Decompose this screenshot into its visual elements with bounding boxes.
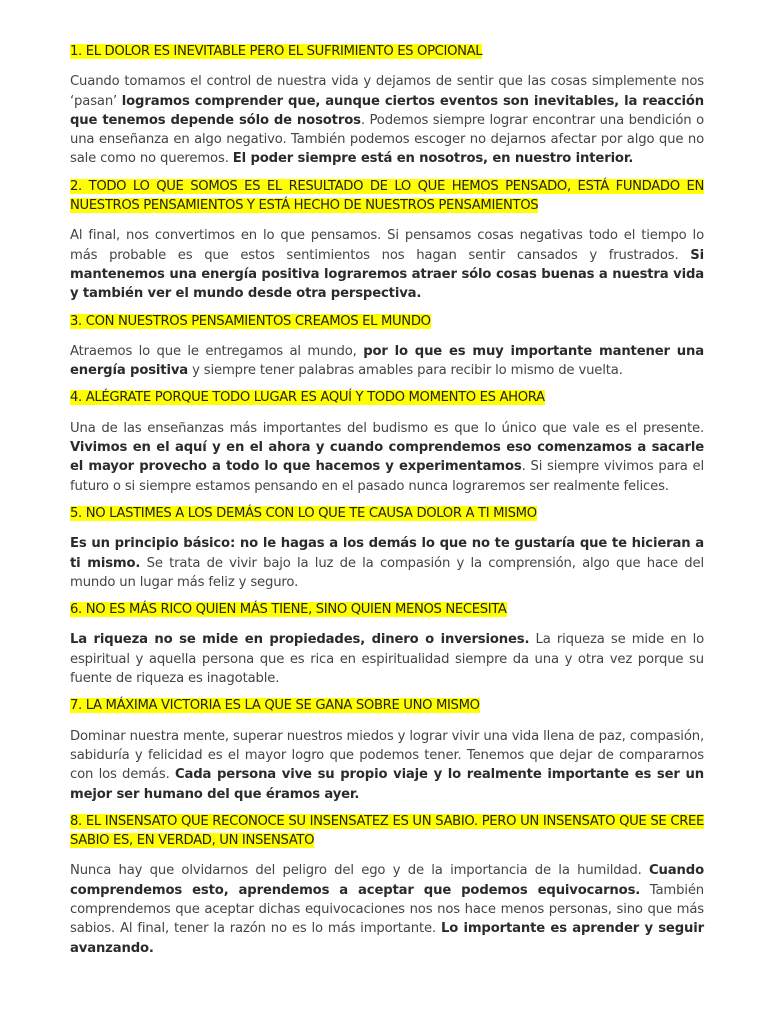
paragraph-text: Atraemos lo que le entregamos al mundo, — [70, 343, 364, 359]
paragraph-text: Al final, nos convertimos en lo que pensamos. Si pensamos cosas negativas todo el tiempo lo más probable es que estos sentimientos nos hagan sentir cansados y frustrados. — [70, 228, 704, 263]
section-paragraph — [70, 342, 704, 381]
section-heading — [70, 312, 704, 331]
section-paragraph — [70, 226, 704, 303]
paragraph-bold-text: La riqueza no se mide en propiedades, dinero o inversiones. — [70, 632, 530, 648]
section-paragraph — [70, 72, 704, 168]
paragraph-text: . Podemos siempre lograr encontrar una bendición o una enseñanza en algo negativo. También podemos escoger no dejarnos afectar por algo que no sale como no queremos. — [70, 112, 704, 167]
section-4 — [70, 388, 704, 495]
paragraph-bold-text: logramos comprender que, aunque ciertos eventos son inevitables, la reacción que tenemos depende sólo de nosotros — [70, 93, 704, 128]
paragraph-bold-text: Lo importante es aprender y seguir avanzando. — [70, 921, 704, 956]
section-paragraph — [70, 727, 704, 804]
paragraph-text: Dominar nuestra mente, superar nuestros miedos y lograr vivir una vida llena de paz, compasión, sabiduría y felicidad es el mayor logro que podemos tener. Tenemos que dejar de compararnos con los demás. — [70, 728, 704, 783]
section-heading — [70, 42, 704, 61]
heading-highlight: 6. NO ES MÁS RICO QUIEN MÁS TIENE, SINO QUIEN MENOS NECESITA — [70, 602, 507, 618]
heading-highlight: 5. NO LASTIMES A LOS DEMÁS CON LO QUE TE CAUSA DOLOR A TI MISMO — [70, 505, 537, 521]
heading-highlight: 7. LA MÁXIMA VICTORIA ES LA QUE SE GANA SOBRE UNO MISMO — [70, 698, 480, 714]
paragraph-text: La riqueza se mide en lo espiritual y aquella persona que es rica en espiritualidad siempre da una y otra vez porque su fuente de riqueza es inagotable. — [70, 632, 705, 687]
heading-highlight: 2. TODO LO QUE SOMOS ES EL RESULTADO DE LO QUE HEMOS PENSADO, ESTÁ FUNDADO EN NUESTROS PENSAMIENTOS Y ESTÁ HECHO DE NUESTROS PENSAMIENTOS — [70, 178, 704, 214]
paragraph-bold-text: Cada persona vive su propio viaje y lo realmente importante es ser un mejor ser humano del que éramos ayer. — [70, 767, 704, 802]
heading-highlight: 3. CON NUESTROS PENSAMIENTOS CREAMOS EL MUNDO — [70, 313, 431, 329]
paragraph-text: Se trata de vivir bajo la luz de la compasión y la comprensión, algo que hace del mundo un lugar más feliz y seguro. — [70, 555, 704, 590]
paragraph-text: También comprendemos que aceptar dichas equivocaciones nos nos hace menos personas, sino que más sabios. Al final, tener la razón no es lo más importante. — [70, 882, 705, 937]
paragraph-text: Una de las enseñanzas más importantes del budismo es que lo único que vale es el presente. — [70, 420, 704, 436]
section-3 — [70, 312, 704, 381]
paragraph-bold-text: Cuando comprendemos esto, aprendemos a aceptar que podemos equivocarnos. — [70, 863, 704, 898]
section-heading — [70, 177, 704, 216]
section-7 — [70, 696, 704, 803]
section-paragraph — [70, 419, 704, 496]
section-heading — [70, 696, 704, 715]
paragraph-text: y siempre tener palabras amables para recibir lo mismo de vuelta. — [188, 363, 623, 379]
section-paragraph — [70, 534, 704, 592]
section-heading — [70, 600, 704, 619]
section-2 — [70, 177, 704, 304]
paragraph-bold-text: por lo que es muy importante mantener una energía positiva — [70, 343, 704, 379]
section-8 — [70, 812, 704, 958]
section-1 — [70, 42, 704, 169]
paragraph-bold-text: El poder siempre está en nosotros, en nuestro interior. — [232, 151, 634, 167]
paragraph-bold-text: Es un principio básico: no le hagas a los demás lo que no te gustaría que te hicieran a ti mismo. — [70, 536, 704, 571]
paragraph-text: Cuando tomamos el control de nuestra vida y dejamos de sentir que las cosas simplemente nos ‘pasan’ — [70, 74, 704, 109]
section-heading — [70, 504, 704, 523]
section-heading — [70, 812, 704, 851]
heading-highlight: 1. EL DOLOR ES INEVITABLE PERO EL SUFRIMIENTO ES OPCIONAL — [70, 44, 483, 59]
section-paragraph — [70, 861, 704, 957]
paragraph-text: Nunca hay que olvidarnos del peligro del ego y de la importancia de la humildad. — [70, 863, 650, 879]
paragraph-bold-text: Vivimos en el aquí y en el ahora y cuando comprendemos eso comenzamos a sacarle el mayor provecho a todo lo que hacemos y experimentamos — [70, 440, 704, 475]
section-6 — [70, 600, 704, 688]
section-paragraph — [70, 630, 704, 688]
heading-highlight: 4. ALÉGRATE PORQUE TODO LUGAR ES AQUÍ Y TODO MOMENTO ES AHORA — [70, 390, 545, 406]
paragraph-bold-text: Si mantenemos una energía positiva lograremos atraer sólo cosas buenas a nuestra vida y también ver el mundo desde otra perspectiva. — [70, 247, 704, 302]
section-5 — [70, 504, 704, 592]
heading-highlight: 8. EL INSENSATO QUE RECONOCE SU INSENSATEZ ES UN SABIO. PERO UN INSENSATO QUE SE CREE SABIO ES, EN VERDAD, UN INSENSATO — [70, 813, 704, 849]
section-heading — [70, 388, 704, 407]
paragraph-text: . Si siempre vivimos para el futuro o si siempre estamos pensando en el pasado nunca lograremos ser realmente felices. — [70, 459, 704, 494]
